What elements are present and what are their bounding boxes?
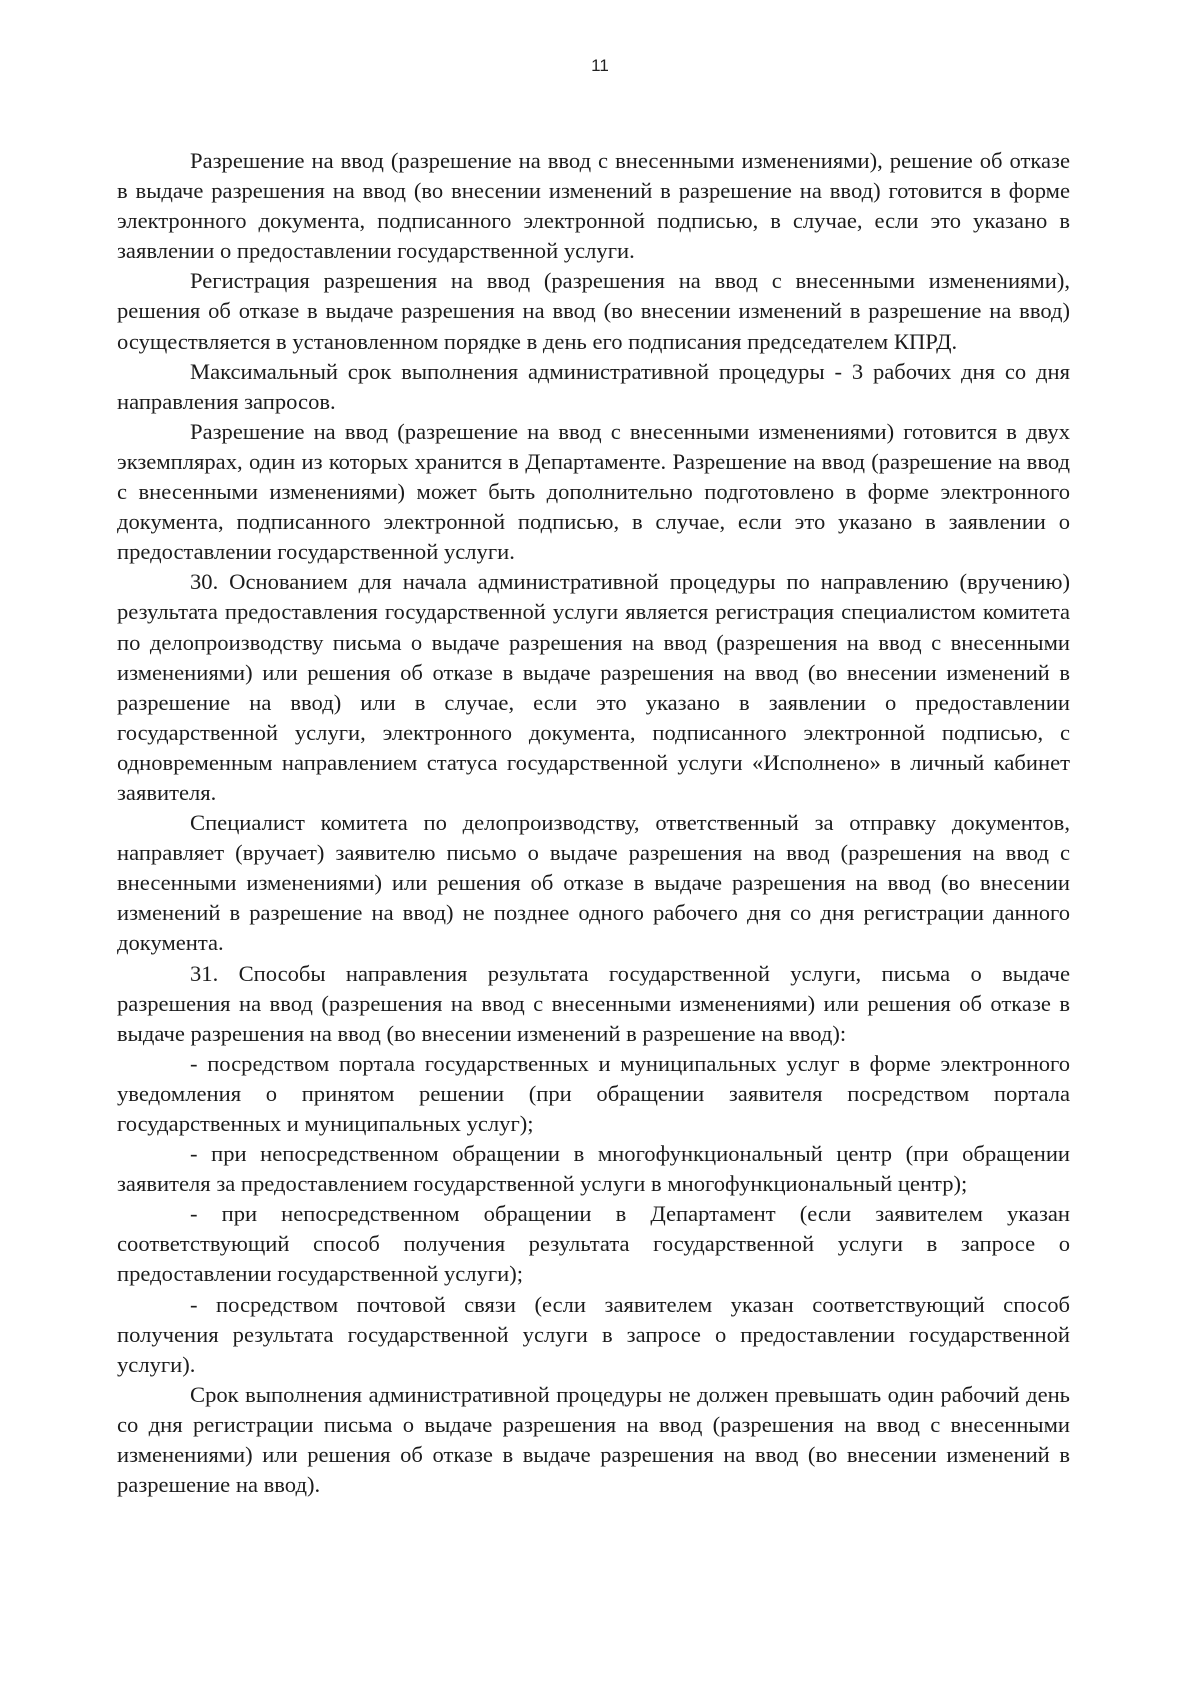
page-number: 11 (591, 56, 609, 75)
list-item: - посредством портала государственных и муниципальных услуг в форме электронного уведомления о принятом решении (при обращении заявителя посредством портала государственных и муниципальных услуг); (117, 1050, 1070, 1136)
list-item: - при непосредственном обращении в Департамент (если заявителем указан соответствующий способ получения результата государственной услуги в запросе о предоставлении государственной услуги); (117, 1201, 1070, 1287)
paragraph-item-30: 30. Основанием для начала административной процедуры по направлению (вручению) результата предоставления государственной услуги является регистрация специалистом комитета по делопроизводству письма о выдаче разрешения на ввод (разрешения на ввод с внесенными изменениями) или решения об отказе в выдаче разрешения на ввод (во внесении изменений в разрешение на ввод) или в случае, если это указано в заявлении о предоставлении государственной услуги, электронного документа, подписанного электронной подписью, с одновременным направлением статуса государственной услуги «Исполнено» в личный кабинет заявителя. (117, 569, 1070, 805)
document-body (117, 146, 1070, 1500)
list-item: - при непосредственном обращении в многофункциональный центр (при обращении заявителя за предоставлением государственной услуги в многофункциональный центр); (117, 1141, 1070, 1197)
paragraph: Срок выполнения административной процедуры не должен превышать один рабочий день со дня регистрации письма о выдаче разрешения на ввод (разрешения на ввод с внесенными изменениями) или решения об отказе в выдаче разрешения на ввод (во внесении изменений в разрешение на ввод). (117, 1381, 1070, 1498)
paragraph: Разрешение на ввод (разрешение на ввод с внесенными изменениями) готовится в двух экземплярах, один из которых хранится в Департаменте. Разрешение на ввод (разрешение на ввод с внесенными изменениями) может быть дополнительно подготовлено в форме электронного документа, подписанного электронной подписью, в случае, если это указано в заявлении о предоставлении государственной услуги. (117, 418, 1070, 565)
paragraph: Разрешение на ввод (разрешение на ввод с внесенными изменениями), решение об отказе в выдаче разрешения на ввод (во внесении изменений в разрешение на ввод) готовится в форме электронного документа, подписанного электронной подписью, в случае, если это указано в заявлении о предоставлении государственной услуги. (117, 148, 1070, 264)
paragraph: Регистрация разрешения на ввод (разрешения на ввод с внесенными изменениями), решения об отказе в выдаче разрешения на ввод (во внесении изменений в разрешение на ввод) осуществляется в установленном порядке в день его подписания председателем КПРД. (117, 268, 1070, 354)
paragraph: Максимальный срок выполнения административной процедуры - 3 рабочих дня со дня направления запросов. (117, 358, 1070, 414)
paragraph: Специалист комитета по делопроизводству, ответственный за отправку документов, направляет (вручает) заявителю письмо о выдаче разрешения на ввод (разрешения на ввод с внесенными изменениями) или решения об отказе в выдаче разрешения на ввод (во внесении изменений в разрешение на ввод) не позднее одного рабочего дня со дня регистрации данного документа. (117, 810, 1070, 956)
list-item: - посредством почтовой связи (если заявителем указан соответствующий способ получения результата государственной услуги в запросе о предоставлении государственной услуги). (117, 1291, 1070, 1377)
paragraph-item-31: 31. Способы направления результата государственной услуги, письма о выдаче разрешения на ввод (разрешения на ввод с внесенными изменениями) или решения об отказе в выдаче разрешения на ввод (во внесении изменений в разрешение на ввод): (117, 960, 1070, 1046)
